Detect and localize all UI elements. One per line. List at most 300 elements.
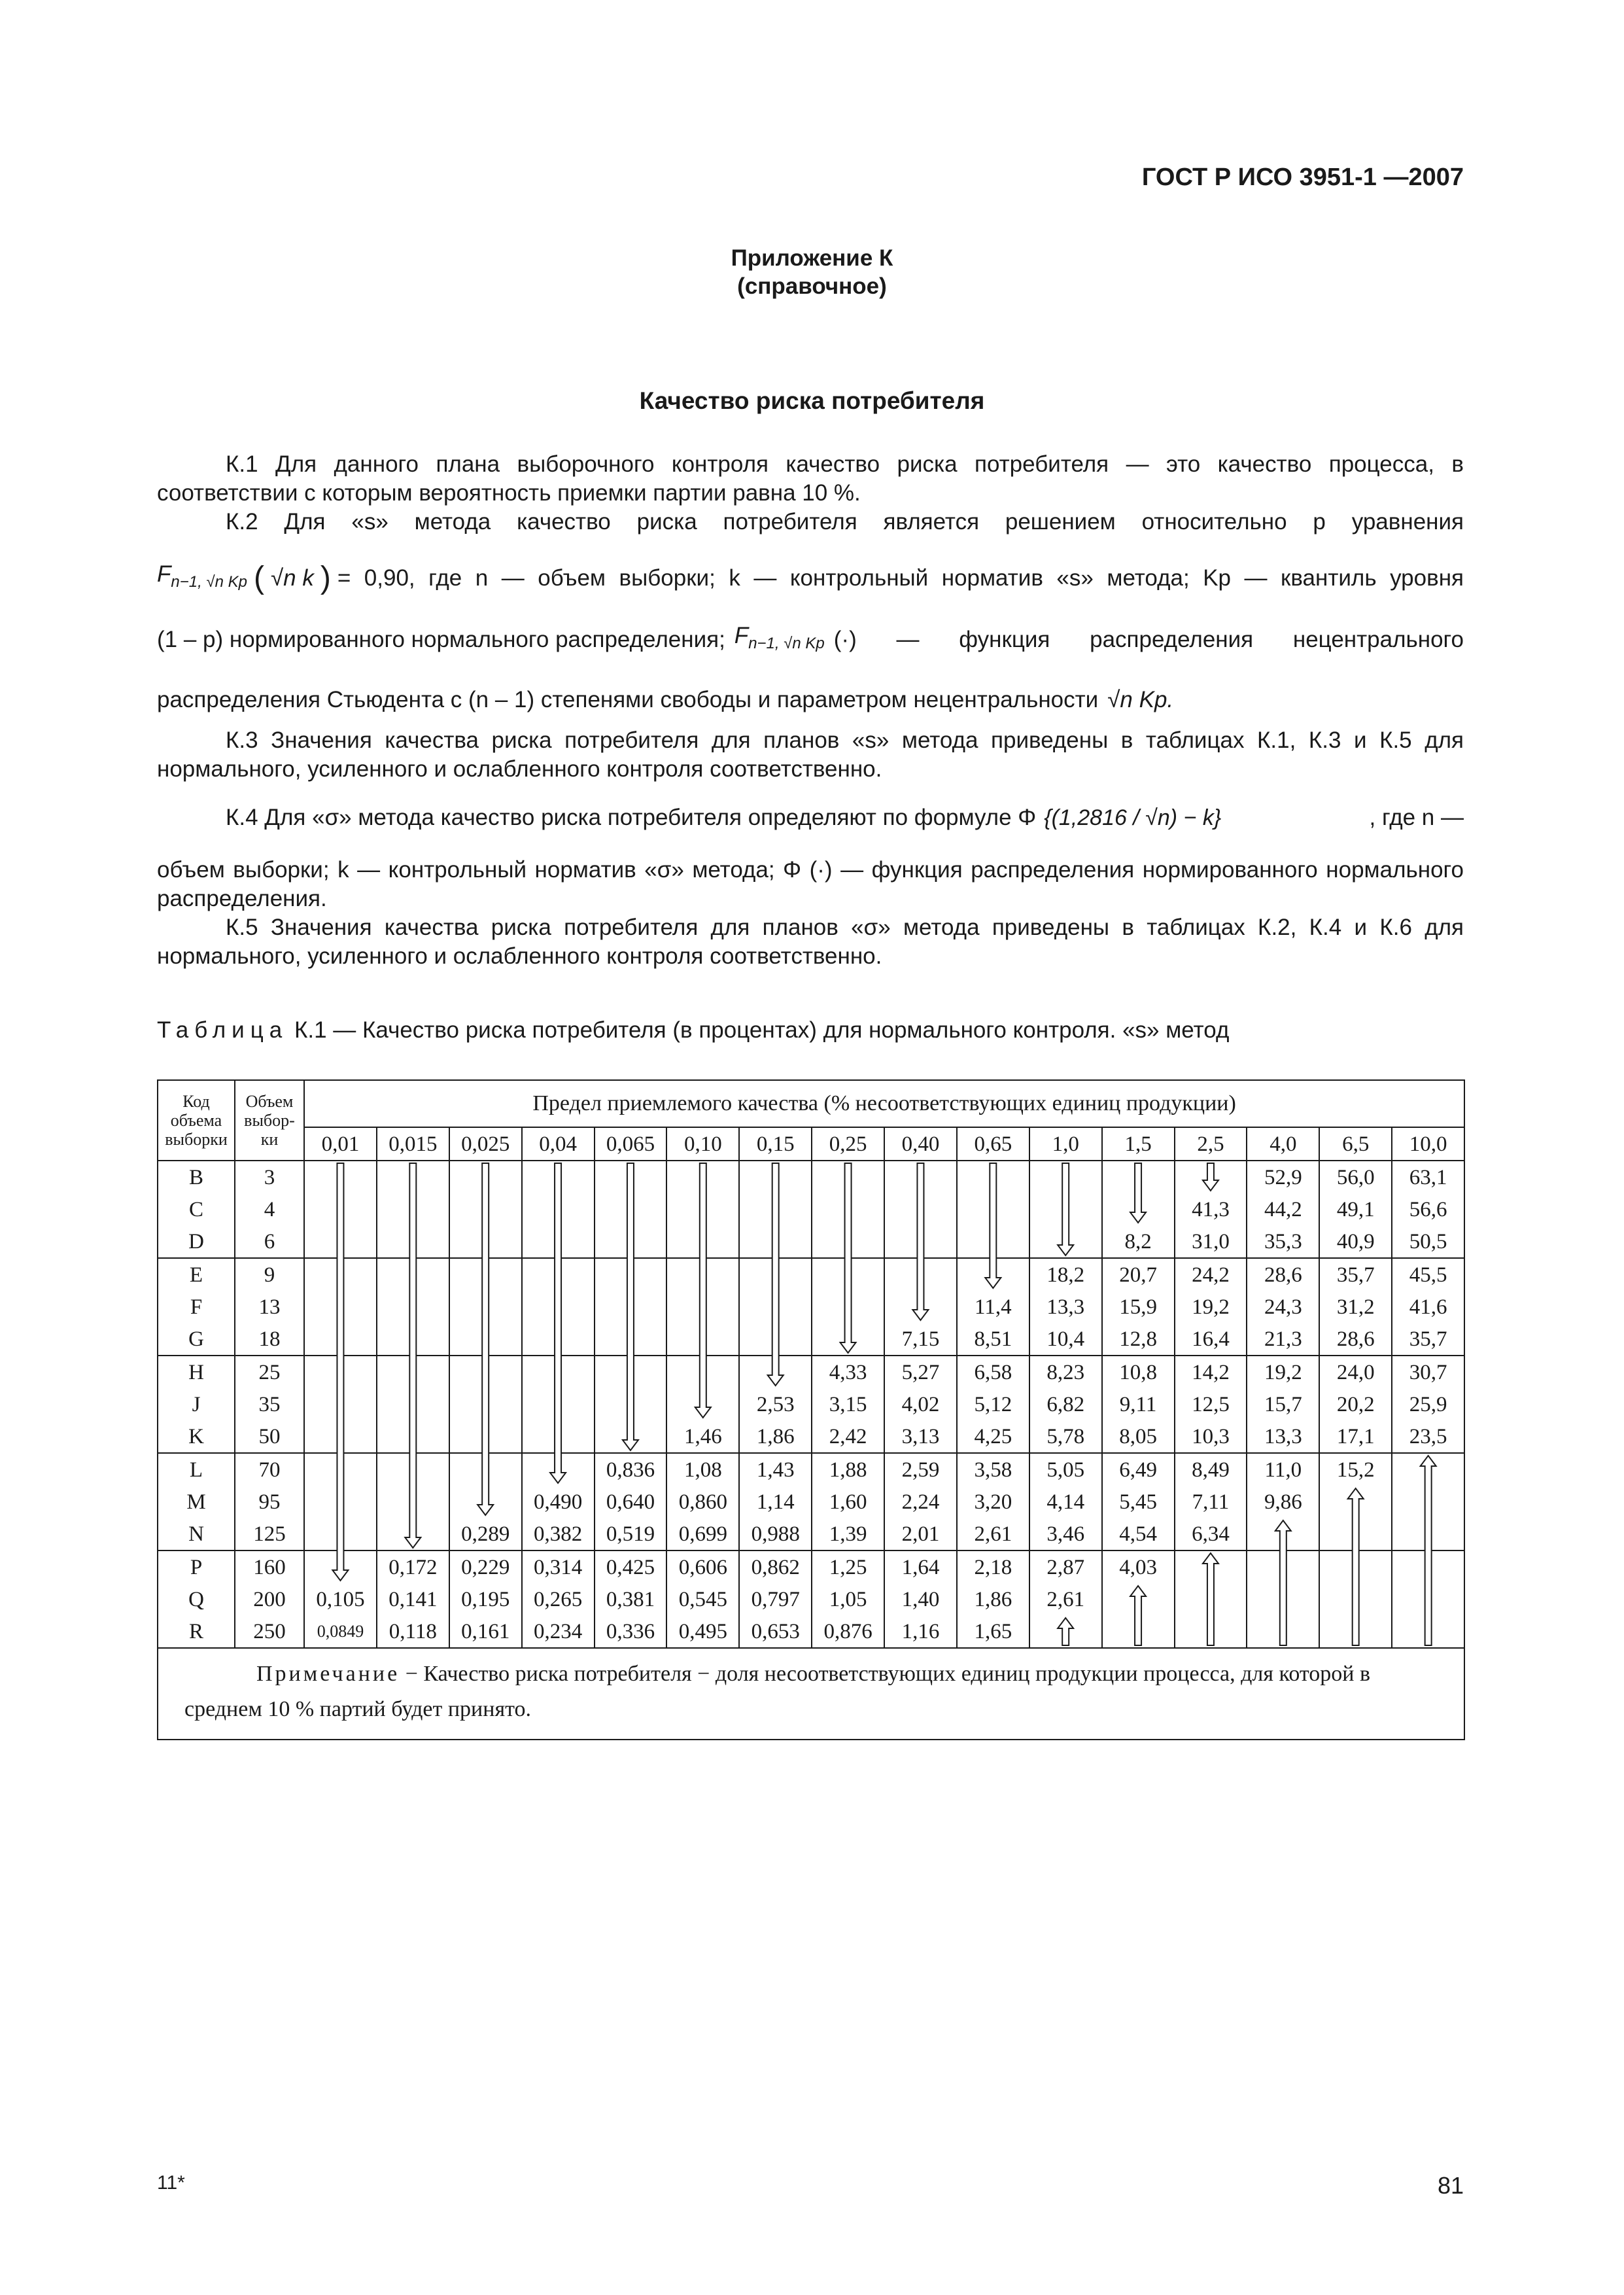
sample-code-cell: H [158,1356,235,1388]
caption-label: Таблица [157,1017,288,1043]
k2-line2-text: = 0,90, где n — объем выборки; k — контрольный норматив «s» метода; Kp — квантиль уровня [337,565,1464,591]
table-row [158,1550,1464,1583]
paragraph-k3: К.3 Значения качества риска потребителя для планов «s» метода приведены в таблицах К.1, К.3 и К.5 для нормального, усиленного и ослабленного контроля соответственно. [157,727,1464,782]
value-cell [377,1323,449,1356]
note-label: Примечание [256,1662,400,1686]
note-text: − Качество риска потребителя − доля несоответствующих единиц продукции процесса, для которой в среднем 10 % партий будет принято. [184,1662,1371,1721]
value-cell [1392,1453,1464,1486]
value-cell [377,1388,449,1420]
value-cell [1175,1161,1247,1193]
value-cell: 0,519 [595,1518,667,1550]
value-cell: 17,1 [1319,1420,1392,1453]
value-cell: 6,82 [1029,1388,1102,1420]
sample-code-cell: F [158,1291,235,1323]
value-cell: 24,2 [1175,1258,1247,1291]
k4-line1-b: , где n — [1369,805,1464,830]
sample-size-cell: 18 [235,1323,304,1356]
value-cell [1319,1486,1392,1518]
value-cell: 2,24 [884,1486,957,1518]
noncentrality-formula: √n Kp. [1107,687,1174,712]
value-cell [739,1323,812,1356]
value-cell: 19,2 [1175,1291,1247,1323]
value-cell: 20,7 [1102,1258,1175,1291]
paragraph-k2-line1: К.2 Для «s» метода качество риска потребителя является решением относительно p уравнения [226,509,1464,534]
value-cell: 13,3 [1247,1420,1319,1453]
value-cell [1175,1550,1247,1583]
value-cell: 2,42 [812,1420,884,1453]
sigma-formula: {(1,2816 / √n) − k} [1044,805,1222,830]
value-cell [522,1161,595,1193]
value-cell: 5,45 [1102,1486,1175,1518]
value-cell: 41,3 [1175,1193,1247,1225]
value-cell [739,1225,812,1258]
aql-level-header: 6,5 [1319,1127,1392,1161]
value-cell: 2,59 [884,1453,957,1486]
value-cell [595,1420,667,1453]
value-cell: 15,7 [1247,1388,1319,1420]
value-cell: 28,6 [1319,1323,1392,1356]
value-cell: 5,27 [884,1356,957,1388]
value-cell: 2,18 [957,1550,1029,1583]
table-caption [157,1017,1464,1043]
value-cell: 2,53 [739,1388,812,1420]
consumer-risk-table [157,1079,1465,1740]
value-cell [522,1388,595,1420]
value-cell: 7,15 [884,1323,957,1356]
value-cell: 4,54 [1102,1518,1175,1550]
value-cell: 0,336 [595,1615,667,1648]
value-cell [1029,1615,1102,1648]
value-cell [377,1356,449,1388]
value-cell: 0,141 [377,1583,449,1615]
aql-level-header: 10,0 [1392,1127,1464,1161]
f-formula-2 [734,622,825,658]
value-cell: 0,229 [449,1550,522,1583]
value-cell: 0,265 [522,1583,595,1615]
value-cell: 4,02 [884,1388,957,1420]
value-cell: 11,0 [1247,1453,1319,1486]
sample-size-cell: 9 [235,1258,304,1291]
value-cell [739,1356,812,1388]
value-cell [884,1291,957,1323]
value-cell [1029,1225,1102,1258]
sample-size-cell: 25 [235,1356,304,1388]
sample-size-cell: 4 [235,1193,304,1225]
value-cell: 3,15 [812,1388,884,1420]
sample-size-cell: 250 [235,1615,304,1648]
sample-code-cell: J [158,1388,235,1420]
value-cell [884,1193,957,1225]
value-cell: 1,65 [957,1615,1029,1648]
value-cell [1102,1193,1175,1225]
value-cell [304,1486,377,1518]
value-cell [449,1291,522,1323]
value-cell [304,1291,377,1323]
sqrt-nk: √n k [270,565,314,591]
value-cell: 0,0849 [304,1615,377,1648]
value-cell: 0,876 [812,1615,884,1648]
value-cell: 1,40 [884,1583,957,1615]
value-cell: 1,86 [739,1420,812,1453]
value-cell [1029,1161,1102,1193]
value-cell: 0,105 [304,1583,377,1615]
value-cell: 1,14 [739,1486,812,1518]
aql-level-header: 0,015 [377,1127,449,1161]
value-cell: 12,5 [1175,1388,1247,1420]
value-cell [304,1356,377,1388]
paragraph-k4-line1 [157,803,1464,832]
value-cell [1102,1615,1175,1648]
value-cell [812,1193,884,1225]
sample-size-cell: 6 [235,1225,304,1258]
value-cell: 7,11 [1175,1486,1247,1518]
value-cell [1392,1615,1464,1648]
value-cell [522,1193,595,1225]
value-cell: 0,234 [522,1615,595,1648]
value-cell [522,1323,595,1356]
value-cell [957,1161,1029,1193]
value-cell [522,1356,595,1388]
aql-group-header: Предел приемлемого качества (% несоответствующих единиц продукции) [304,1080,1464,1127]
value-cell: 0,161 [449,1615,522,1648]
value-cell [595,1258,667,1291]
value-cell [666,1225,739,1258]
paragraph-k1: К.1 Для данного плана выборочного контроля качество риска потребителя — это качество процесса, в соответствии с которым вероятность приемки партии равна 10 %. [157,451,1464,506]
table-row [158,1356,1464,1388]
value-cell: 1,05 [812,1583,884,1615]
value-cell [812,1161,884,1193]
value-cell: 15,9 [1102,1291,1175,1323]
value-cell: 0,381 [595,1583,667,1615]
paragraph-k5: К.5 Значения качества риска потребителя для планов «σ» метода приведены в таблицах К.2, К.4 и К.6 для нормального, усиленного и ослабленного контроля соответственно. [157,915,1464,969]
value-cell: 5,05 [1029,1453,1102,1486]
value-cell [884,1161,957,1193]
f-formula [157,560,247,597]
value-cell [1247,1518,1319,1550]
value-cell: 56,6 [1392,1193,1464,1225]
value-cell: 0,495 [666,1615,739,1648]
value-cell [522,1420,595,1453]
aql-level-header: 0,25 [812,1127,884,1161]
table-row [158,1258,1464,1291]
value-cell: 3,13 [884,1420,957,1453]
value-cell: 45,5 [1392,1258,1464,1291]
value-cell [739,1193,812,1225]
value-cell [449,1258,522,1291]
value-cell [1175,1583,1247,1615]
value-cell [1175,1615,1247,1648]
value-cell: 4,25 [957,1420,1029,1453]
value-cell: 0,545 [666,1583,739,1615]
value-cell [449,1420,522,1453]
value-cell: 0,118 [377,1615,449,1648]
sample-code-cell: C [158,1193,235,1225]
sample-size-cell: 13 [235,1291,304,1323]
value-cell [1102,1583,1175,1615]
value-cell: 6,49 [1102,1453,1175,1486]
value-cell [595,1193,667,1225]
table-row [158,1161,1464,1193]
value-cell: 6,34 [1175,1518,1247,1550]
value-cell [595,1388,667,1420]
table-row [158,1486,1464,1518]
sample-size-cell: 70 [235,1453,304,1486]
value-cell: 50,5 [1392,1225,1464,1258]
value-cell [1247,1583,1319,1615]
f-symbol: F [734,623,749,648]
k2-line4-text: распределения Стьюдента с (n – 1) степенями свободы и параметром нецентральности [157,687,1099,712]
value-cell [812,1323,884,1356]
value-cell [377,1291,449,1323]
value-cell [522,1291,595,1323]
value-cell [595,1161,667,1193]
value-cell [884,1258,957,1291]
value-cell: 44,2 [1247,1193,1319,1225]
value-cell [304,1225,377,1258]
value-cell: 0,836 [595,1453,667,1486]
aql-level-header: 1,5 [1102,1127,1175,1161]
value-cell: 4,14 [1029,1486,1102,1518]
value-cell: 0,382 [522,1518,595,1550]
sample-code-cell: G [158,1323,235,1356]
value-cell [739,1161,812,1193]
sample-size-cell: 50 [235,1420,304,1453]
value-cell: 12,8 [1102,1323,1175,1356]
value-cell: 1,60 [812,1486,884,1518]
value-cell [1319,1550,1392,1583]
table-row [158,1518,1464,1550]
table-row [158,1615,1464,1648]
value-cell: 3,58 [957,1453,1029,1486]
paren-open: ( [253,561,264,595]
value-cell: 3,46 [1029,1518,1102,1550]
value-cell: 24,0 [1319,1356,1392,1388]
value-cell [449,1453,522,1486]
sample-size-cell: 35 [235,1388,304,1420]
annex-type: (справочное) [737,273,887,299]
value-cell: 8,51 [957,1323,1029,1356]
table-row [158,1225,1464,1258]
value-cell: 8,23 [1029,1356,1102,1388]
value-cell [1319,1583,1392,1615]
value-cell: 9,11 [1102,1388,1175,1420]
value-cell: 2,61 [957,1518,1029,1550]
value-cell [304,1323,377,1356]
value-cell: 23,5 [1392,1420,1464,1453]
col-code-header: Код объема выборки [158,1080,235,1161]
sample-code-cell: N [158,1518,235,1550]
value-cell [1319,1615,1392,1648]
value-cell: 0,860 [666,1486,739,1518]
aql-level-header: 0,04 [522,1127,595,1161]
sample-code-cell: Q [158,1583,235,1615]
value-cell [1102,1161,1175,1193]
sample-code-cell: K [158,1420,235,1453]
value-cell: 41,6 [1392,1291,1464,1323]
table-row [158,1583,1464,1615]
value-cell: 63,1 [1392,1161,1464,1193]
value-cell [739,1258,812,1291]
paragraph-k2-line2 [157,560,1464,597]
value-cell [1392,1583,1464,1615]
value-cell [449,1193,522,1225]
value-cell: 1,43 [739,1453,812,1486]
value-cell: 13,3 [1029,1291,1102,1323]
sample-code-cell: M [158,1486,235,1518]
value-cell [377,1225,449,1258]
value-cell [812,1291,884,1323]
value-cell: 10,8 [1102,1356,1175,1388]
value-cell [377,1193,449,1225]
value-cell: 30,7 [1392,1356,1464,1388]
value-cell [666,1356,739,1388]
value-cell: 31,0 [1175,1225,1247,1258]
paragraph-k2-line4 [157,686,1464,714]
value-cell: 0,172 [377,1550,449,1583]
table-row [158,1193,1464,1225]
value-cell [595,1323,667,1356]
f-subscript: n−1, √n Kp [171,573,247,591]
annex-title: Приложение К [731,245,893,271]
value-cell [304,1518,377,1550]
value-cell: 2,01 [884,1518,957,1550]
value-cell: 15,2 [1319,1453,1392,1486]
k4-line1-a: К.4 Для «σ» метода качество риска потребителя определяют по формуле Φ [226,805,1037,830]
value-cell: 52,9 [1247,1161,1319,1193]
value-cell: 0,988 [739,1518,812,1550]
aql-level-header: 0,01 [304,1127,377,1161]
value-cell: 10,3 [1175,1420,1247,1453]
table-row [158,1388,1464,1420]
value-cell [377,1518,449,1550]
aql-level-header: 0,065 [595,1127,667,1161]
value-cell [666,1161,739,1193]
col-sample-size-header: Объем выбор-ки [235,1080,304,1161]
value-cell [666,1388,739,1420]
value-cell: 14,2 [1175,1356,1247,1388]
aql-level-header: 1,0 [1029,1127,1102,1161]
value-cell: 5,12 [957,1388,1029,1420]
sample-size-cell: 125 [235,1518,304,1550]
value-cell: 8,49 [1175,1453,1247,1486]
paragraph-k2-line3 [157,622,1464,658]
aql-level-header: 0,10 [666,1127,739,1161]
value-cell: 40,9 [1319,1225,1392,1258]
value-cell [1029,1193,1102,1225]
value-cell: 1,64 [884,1550,957,1583]
value-cell [449,1356,522,1388]
value-cell: 4,33 [812,1356,884,1388]
sample-size-cell: 3 [235,1161,304,1193]
table-row [158,1291,1464,1323]
k2-line3-a: (1 – p) нормированного нормального распределения; [157,627,725,652]
value-cell [304,1258,377,1291]
value-cell: 6,58 [957,1356,1029,1388]
value-cell [957,1193,1029,1225]
value-cell: 19,2 [1247,1356,1319,1388]
value-cell [377,1486,449,1518]
paragraph-k4-rest: объем выборки; k — контрольный норматив «σ» метода; Φ (·) — функция распределения нормированного нормального распределения. [157,857,1464,911]
value-cell [377,1161,449,1193]
value-cell: 0,653 [739,1615,812,1648]
aql-level-header: 0,65 [957,1127,1029,1161]
value-cell [449,1323,522,1356]
aql-level-header: 0,025 [449,1127,522,1161]
value-cell: 0,862 [739,1550,812,1583]
value-cell: 8,2 [1102,1225,1175,1258]
value-cell [595,1225,667,1258]
value-cell [449,1388,522,1420]
value-cell: 1,08 [666,1453,739,1486]
value-cell: 0,425 [595,1550,667,1583]
aql-level-header: 4,0 [1247,1127,1319,1161]
value-cell [449,1486,522,1518]
value-cell: 25,9 [1392,1388,1464,1420]
value-cell: 1,39 [812,1518,884,1550]
value-cell [304,1550,377,1583]
value-cell: 0,490 [522,1486,595,1518]
value-cell [595,1291,667,1323]
value-cell [449,1161,522,1193]
value-cell: 1,16 [884,1615,957,1648]
sample-code-cell: P [158,1550,235,1583]
value-cell [666,1193,739,1225]
value-cell [957,1225,1029,1258]
value-cell: 10,4 [1029,1323,1102,1356]
sample-size-cell: 160 [235,1550,304,1583]
f-symbol: F [157,561,171,587]
value-cell [595,1356,667,1388]
value-cell [304,1388,377,1420]
value-cell: 0,314 [522,1550,595,1583]
value-cell: 49,1 [1319,1193,1392,1225]
value-cell [449,1225,522,1258]
value-cell: 0,699 [666,1518,739,1550]
value-cell [884,1225,957,1258]
sample-code-cell: R [158,1615,235,1648]
value-cell [522,1453,595,1486]
value-cell [304,1161,377,1193]
table-row [158,1323,1464,1356]
f-subscript: n−1, √n Kp [748,635,825,652]
value-cell: 2,61 [1029,1583,1102,1615]
standard-code: ГОСТ Р ИСО 3951-1 —2007 [1141,164,1464,191]
value-cell: 18,2 [1029,1258,1102,1291]
value-cell: 0,606 [666,1550,739,1583]
table-row [158,1420,1464,1453]
value-cell: 11,4 [957,1291,1029,1323]
footer-mark: 11* [157,2172,185,2194]
value-cell: 4,03 [1102,1550,1175,1583]
aql-level-header: 2,5 [1175,1127,1247,1161]
sample-code-cell: B [158,1161,235,1193]
value-cell [1247,1615,1319,1648]
value-cell: 24,3 [1247,1291,1319,1323]
value-cell: 35,7 [1319,1258,1392,1291]
value-cell [1392,1486,1464,1518]
sample-code-cell: E [158,1258,235,1291]
value-cell [377,1420,449,1453]
value-cell [957,1258,1029,1291]
value-cell: 1,25 [812,1550,884,1583]
aql-level-header: 0,15 [739,1127,812,1161]
value-cell [739,1291,812,1323]
sample-size-cell: 200 [235,1583,304,1615]
sample-code-cell: L [158,1453,235,1486]
k2-line3-b: (·) — функция распределения нецентрального [833,627,1464,652]
value-cell: 31,2 [1319,1291,1392,1323]
value-cell: 0,797 [739,1583,812,1615]
